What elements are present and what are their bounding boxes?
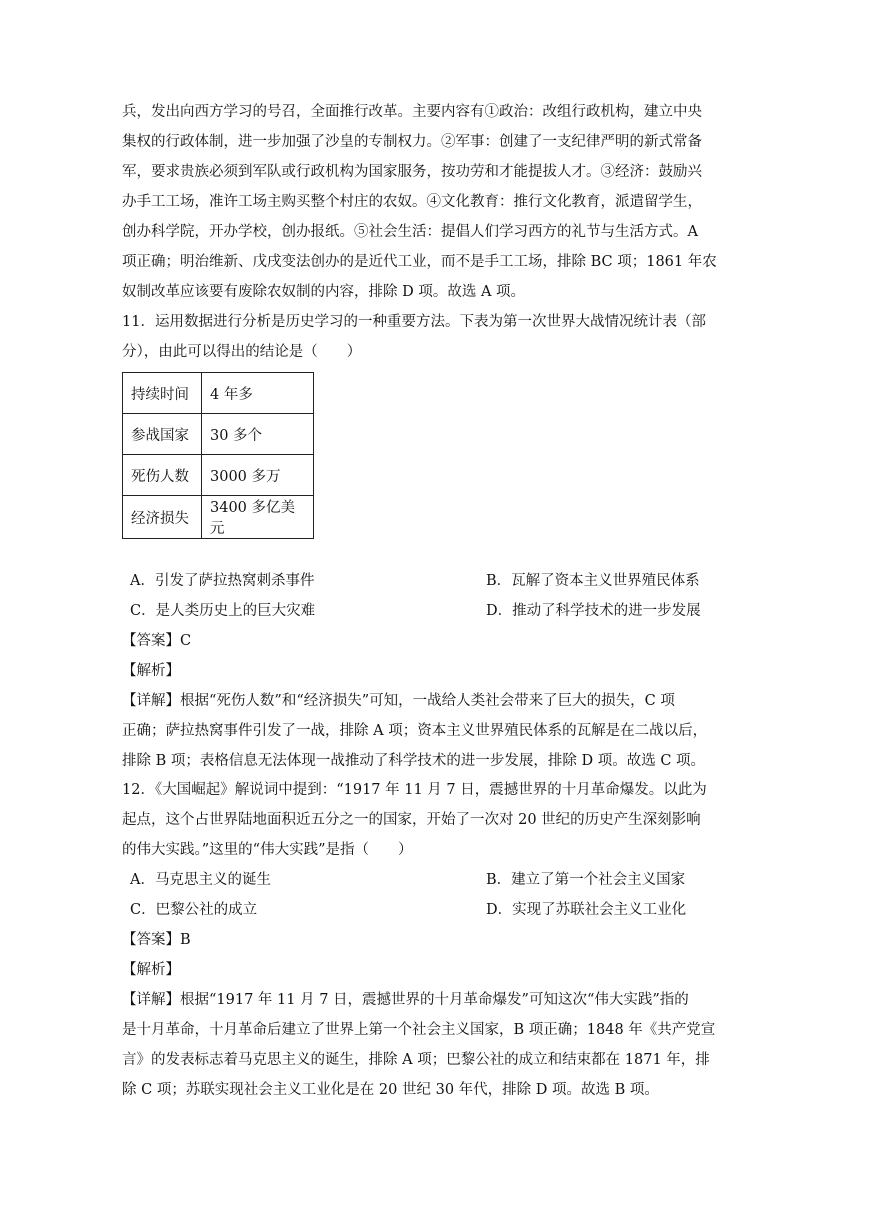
table-value-cell: 3400 多亿美元 — [202, 496, 314, 539]
table-row — [123, 373, 314, 414]
q11-detail-line: 排除 B 项；表格信息无法体现一战推动了科学技术的进一步发展，排除 D 项。故选 C 项。 — [122, 753, 706, 769]
table-row — [123, 455, 314, 496]
q11-detail-line: 正确；萨拉热窝事件引发了一战，排除 A 项；资本主义世界殖民体系的瓦解是在二战以后， — [122, 723, 708, 739]
table-value-cell: 4 年多 — [202, 373, 314, 414]
table-row — [123, 414, 314, 455]
q12-detail-line: 言》的发表标志着马克思主义的诞生，排除 A 项；巴黎公社的成立和结束都在 1871 年，排 — [122, 1052, 710, 1068]
q12-answer: 【答案】B — [122, 932, 191, 948]
q11-stem-line: 分），由此可以得出的结论是（ ） — [122, 344, 362, 360]
table-key-cell: 参战国家 — [123, 414, 202, 455]
q12-detail-line: 是十月革命，十月革命后建立了世界上第一个社会主义国家，B 项正确；1848 年《共产党宣 — [122, 1022, 716, 1038]
q11-option-d: D．推动了科学技术的进一步发展 — [486, 603, 701, 619]
q12-stem-line: 12．《大国崛起》解说词中提到：“1917 年 11 月 7 日，震撼世界的十月革命爆发。以此为 — [122, 782, 707, 798]
q11-option-a: A．引发了萨拉热窝刺杀事件 — [130, 573, 315, 589]
table-value-cell: 3000 多万 — [202, 455, 314, 496]
table-key-cell: 持续时间 — [123, 373, 202, 414]
q12-option-a: A．马克思主义的诞生 — [130, 872, 271, 888]
table-value-cell: 30 多个 — [202, 414, 314, 455]
table-row — [123, 496, 314, 539]
q11-stem-line: 11．运用数据进行分析是历史学习的一种重要方法。下表为第一次世界大战情况统计表（部 — [122, 314, 706, 330]
q10-text-line: 军，要求贵族必须到军队或行政机构为国家服务，按功劳和才能提拔人才。③经济：鼓励兴 — [122, 164, 702, 180]
q12-stem-line: 起点，这个占世界陆地面积近五分之一的国家，开始了一次对 20 世纪的历史产生深刻影响 — [122, 812, 701, 828]
q12-detail-line: 【详解】根据“1917 年 11 月 7 日，震撼世界的十月革命爆发”可知这次“伟大实践”指的 — [122, 992, 689, 1008]
q12-option-c: C．巴黎公社的成立 — [130, 902, 258, 918]
q10-text-line: 兵，发出向西方学习的号召，全面推行改革。主要内容有①政治：改组行政机构，建立中央 — [122, 104, 702, 120]
q10-text-line: 办手工工场，准许工场主购买整个村庄的农奴。④文化教育：推行文化教育，派遣留学生， — [122, 194, 702, 210]
q11-detail-line: 【详解】根据“死伤人数”和“经济损失”可知，一战给人类社会带来了巨大的损失，C 项 — [122, 693, 675, 709]
q11-answer: 【答案】C — [122, 633, 192, 649]
q11-option-c: C．是人类历史上的巨大灾难 — [130, 603, 316, 619]
q11-option-b: B．瓦解了资本主义世界殖民体系 — [486, 573, 700, 589]
q12-option-d: D．实现了苏联社会主义工业化 — [486, 902, 687, 918]
table-key-cell: 经济损失 — [123, 496, 202, 539]
q10-text-line: 集权的行政体制，进一步加强了沙皇的专制权力。②军事：创建了一支纪律严明的新式常备 — [122, 134, 702, 150]
q11-analysis-label: 【解析】 — [122, 663, 180, 679]
q12-option-b: B．建立了第一个社会主义国家 — [486, 872, 686, 888]
q12-detail-line: 除 C 项；苏联实现社会主义工业化是在 20 世纪 30 年代，排除 D 项。故选 B 项。 — [122, 1082, 659, 1098]
q12-stem-line: 的伟大实践。”这里的“伟大实践”是指（ ） — [122, 842, 413, 858]
ww1-statistics-table — [122, 372, 314, 539]
q10-text-line: 项正确；明治维新、戊戌变法创办的是近代工业，而不是手工工场，排除 BC 项；1861 年农 — [122, 254, 717, 270]
table-key-cell: 死伤人数 — [123, 455, 202, 496]
q10-text-line: 创办科学院，开办学校，创办报纸。⑤社会生活：提倡人们学习西方的礼节与生活方式。A — [122, 224, 698, 240]
q10-text-line: 奴制改革应该要有废除农奴制的内容，排除 D 项。故选 A 项。 — [122, 284, 526, 300]
q12-analysis-label: 【解析】 — [122, 962, 180, 978]
